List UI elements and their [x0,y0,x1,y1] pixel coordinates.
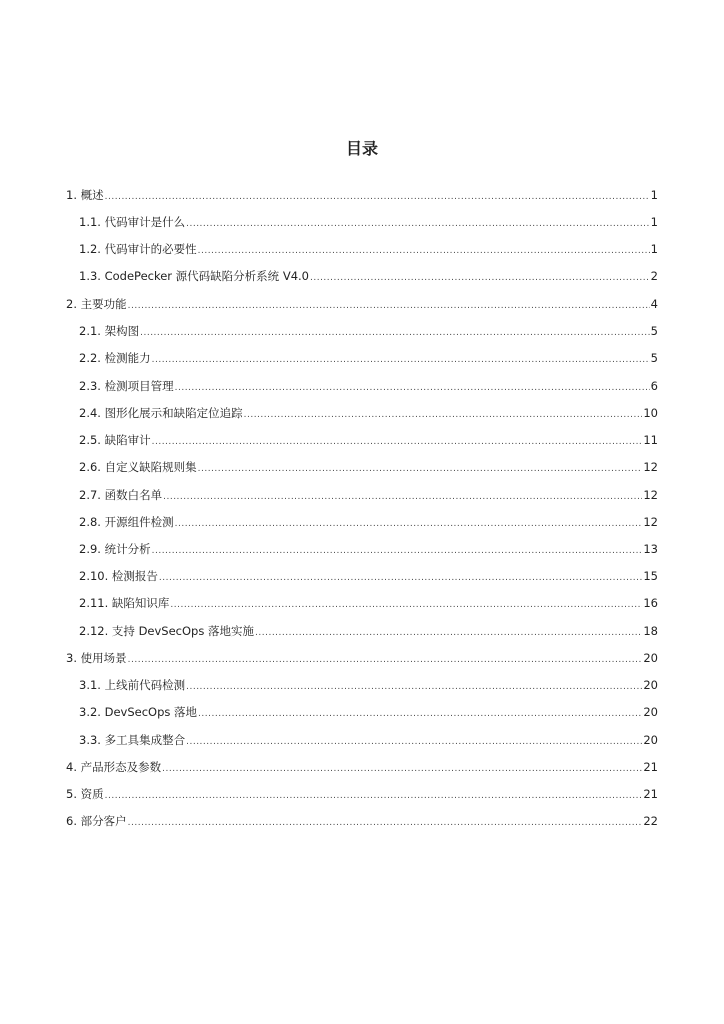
toc-entry[interactable] [79,458,658,476]
toc-entry[interactable] [66,649,658,667]
toc-dot-leader [198,460,643,478]
toc-entry-label: 2.12. 支持 DevSecOps 落地实施 [79,624,255,638]
toc-entry-label: 3.2. DevSecOps 落地 [79,705,198,719]
toc-entry-label: 2.7. 函数白名单 [79,488,163,502]
toc-entry-page: 12 [643,515,658,529]
toc-entry-page: 20 [643,705,658,719]
toc-entry-page: 20 [643,733,658,747]
toc-entry[interactable] [79,404,658,422]
toc-entry-label: 5. 资质 [66,787,104,801]
toc-entry-page: 18 [643,624,658,638]
toc-entry-label: 2.6. 自定义缺陷规则集 [79,460,197,474]
toc-entry-label: 2.4. 图形化展示和缺陷定位追踪 [79,406,243,420]
toc-entry[interactable] [79,703,658,721]
toc-entry[interactable] [79,731,658,749]
toc-entry-page: 10 [643,406,658,420]
toc-entry[interactable] [79,377,658,395]
toc-entry-label: 2.11. 缺陷知识库 [79,596,170,610]
toc-entry-label: 2. 主要功能 [66,297,127,311]
toc-entry[interactable] [66,785,658,803]
toc-dot-leader [186,215,650,233]
toc-dot-leader [310,269,650,287]
toc-dot-leader [186,678,642,696]
toc-entry[interactable] [79,676,658,694]
toc-entry-label: 6. 部分客户 [66,814,127,828]
toc-entry[interactable] [79,622,658,640]
toc-entry[interactable] [79,349,658,367]
toc-entry-label: 1.2. 代码审计的必要性 [79,242,197,256]
toc-dot-leader [152,542,643,560]
toc-entry[interactable] [66,812,658,830]
toc-entry[interactable] [79,322,658,340]
toc-entry-label: 4. 产品形态及参数 [66,760,162,774]
toc-dot-leader [128,814,643,832]
toc-entry-page: 22 [643,814,658,828]
toc-entry[interactable] [66,758,658,776]
toc-entry-page: 11 [643,433,658,447]
toc-dot-leader [186,733,642,751]
toc-entry[interactable] [79,213,658,231]
toc-entry-page: 1 [650,215,658,229]
toc-dot-leader [175,515,643,533]
toc-title: 目录 [345,139,378,158]
toc-dot-leader [198,242,650,260]
toc-dot-leader [105,787,643,805]
toc-entry-page: 20 [643,651,658,665]
toc-dot-leader [162,760,642,778]
toc-entry-label: 2.5. 缺陷审计 [79,433,151,447]
toc-dot-leader [128,651,643,669]
toc-entry-page: 5 [650,324,658,338]
toc-entry[interactable] [66,295,658,313]
toc-entry-page: 16 [643,596,658,610]
toc-entry-page: 15 [643,569,658,583]
toc-entry-page: 5 [650,351,658,365]
toc-entry-label: 2.3. 检测项目管理 [79,379,174,393]
toc-entry-label: 1. 概述 [66,188,104,202]
toc-entry-label: 2.10. 检测报告 [79,569,158,583]
toc-entry[interactable] [79,267,658,285]
toc-dot-leader [152,433,643,451]
toc-entry-label: 3. 使用场景 [66,651,127,665]
toc-dot-leader [163,488,642,506]
toc-entry-label: 3.3. 多工具集成整合 [79,733,186,747]
toc-entry[interactable] [79,431,658,449]
toc-entry-label: 2.1. 架构图 [79,324,140,338]
toc-entry-label: 2.9. 统计分析 [79,542,151,556]
toc-entry[interactable] [66,186,658,204]
toc-entry-page: 1 [650,188,658,202]
toc-entry-label: 1.3. CodePecker 源代码缺陷分析系统 V4.0 [79,269,309,283]
toc-entry-page: 20 [643,678,658,692]
toc-entry-page: 1 [650,242,658,256]
toc-entry[interactable] [79,486,658,504]
toc-entry-page: 21 [643,787,658,801]
toc-entry-page: 21 [643,760,658,774]
toc-dot-leader [175,379,650,397]
toc-entry-page: 6 [650,379,658,393]
toc-entry[interactable] [79,567,658,585]
toc-entry[interactable] [79,513,658,531]
toc-entry-page: 12 [643,488,658,502]
toc-entry[interactable] [79,594,658,612]
toc-dot-leader [198,705,642,723]
toc-entry-page: 13 [643,542,658,556]
toc-entry-page: 2 [650,269,658,283]
toc-dot-leader [255,624,642,642]
toc-entry-label: 2.8. 开源组件检测 [79,515,174,529]
toc-dot-leader [152,351,650,369]
toc-entry[interactable] [79,240,658,258]
toc-dot-leader [244,406,643,424]
toc-dot-leader [170,596,642,614]
toc-dot-leader [105,188,650,206]
toc-entry-label: 1.1. 代码审计是什么 [79,215,186,229]
toc-entry-label: 3.1. 上线前代码检测 [79,678,186,692]
toc-entry-page: 4 [650,297,658,311]
toc-entry-page: 12 [643,460,658,474]
toc-entry[interactable] [79,540,658,558]
toc-dot-leader [128,297,650,315]
toc-entry-label: 2.2. 检测能力 [79,351,151,365]
toc-dot-leader [140,324,650,342]
toc-dot-leader [159,569,642,587]
